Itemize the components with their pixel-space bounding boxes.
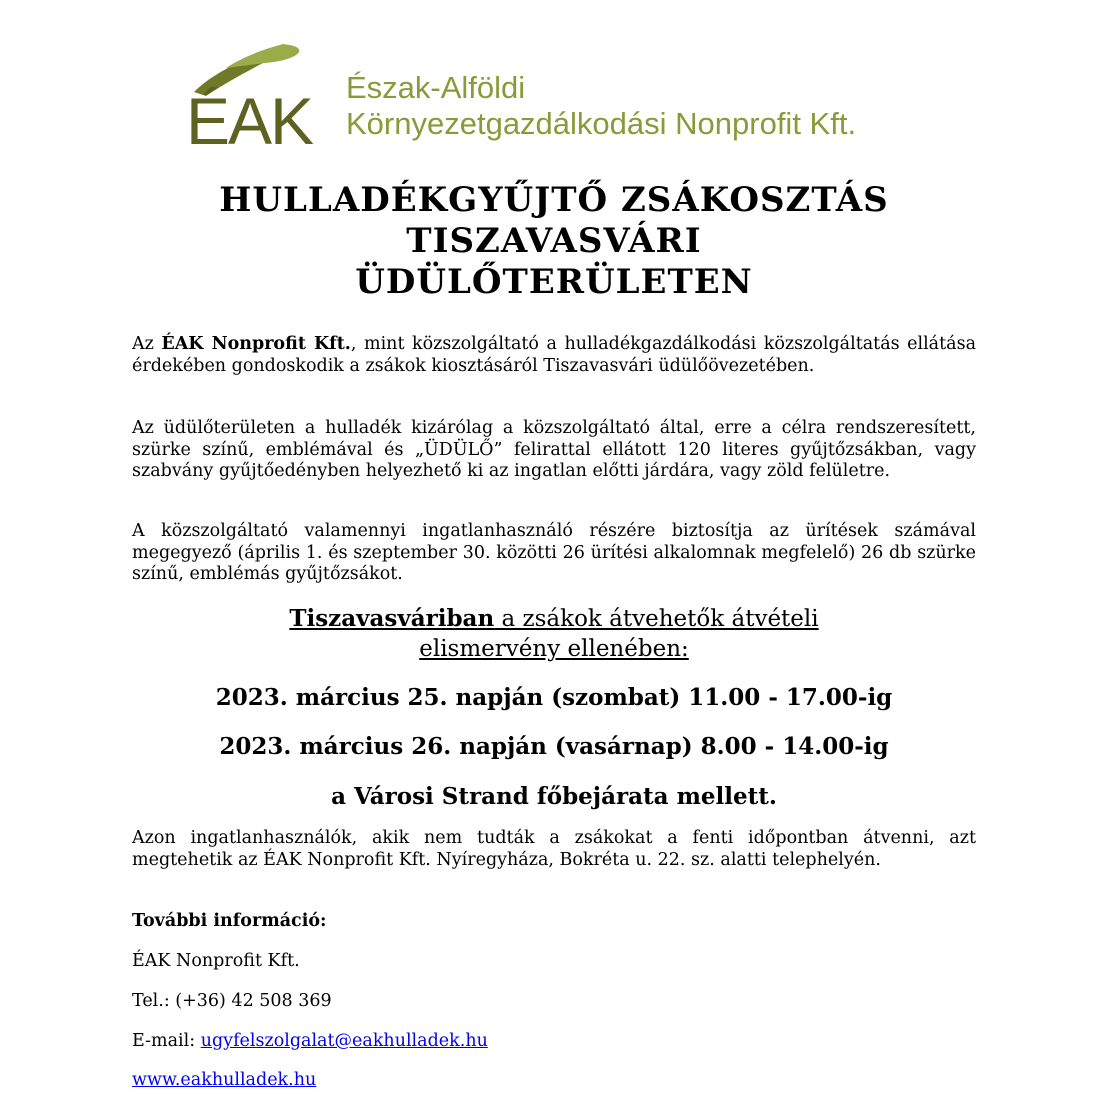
rules-paragraph: Az üdülőterületen a hulladék kizárólag a közszolgáltató által, erre a célra rendszeresített, szürke színű, emblémával és „ÜDÜLŐ” felirattal ellátott 120 literes gyűjtőzsákban, vagy szabvány gyűjtőedényben helyezhető ki az ingatlan előtti járdára, vagy zöld felületre. <box>132 418 976 481</box>
date-day1: 2023. március 25. napján (szombat) 11.00 - 17.00-ig <box>215 684 893 711</box>
logo-company-line1: Észak-Alföldi <box>346 70 526 105</box>
contact-company: ÉAK Nonprofit Kft. <box>132 951 300 971</box>
alternative-pickup-paragraph: Azon ingatlanhasználók, akik nem tudták a zsákokat a fenti időpontban átvenni, azt megtehetik az ÉAK Nonprofit Kft. Nyíregyháza, Bokréta u. 22. sz. alatti telephelyén. <box>132 828 976 870</box>
title-line2: TISZAVASVÁRI <box>406 221 702 261</box>
logo-company-name <box>346 70 856 142</box>
website-link[interactable]: www.eakhulladek.hu <box>132 1070 317 1090</box>
pickup-location: a Városi Strand főbejárata mellett. <box>331 783 777 810</box>
contact-phone: Tel.: (+36) 42 508 369 <box>132 991 332 1011</box>
intro-company-name: ÉAK Nonprofit Kft. <box>161 334 351 354</box>
logo-mark <box>186 40 336 158</box>
page-title <box>100 180 1008 303</box>
contact-label: További információ: <box>132 911 327 931</box>
company-logo <box>186 40 946 158</box>
contact-email-prefix: E-mail: <box>132 1031 201 1051</box>
bags-paragraph: A közszolgáltató valamennyi ingatlanhasználó részére biztosítja az ürítések számával megegyező (április 1. és szeptember 30. közötti 26 ürítési alkalomnak megfelelő) 26 db szürke színű, emblémás gyűjtőzsákot. <box>132 521 976 584</box>
title-line3: ÜDÜLŐTERÜLETEN <box>355 262 753 302</box>
date-day2: 2023. március 26. napján (vasárnap) 8.00 - 14.00-ig <box>219 733 889 760</box>
intro-paragraph <box>132 334 976 377</box>
intro-prefix: Az <box>132 334 162 354</box>
intro-rest: , mint közszolgáltató a hulladékgazdálkodási közszolgáltatás ellátása érdekében gondoskodik a zsákok kiosztásáról Tiszavasvári üdülőövezetében. <box>132 334 976 376</box>
website-line <box>132 1070 316 1090</box>
contact-email-line <box>132 1031 488 1051</box>
logo-letters: ÉAK <box>186 84 313 158</box>
email-link[interactable]: ugyfelszolgalat@eakhulladek.hu <box>200 1031 488 1051</box>
title-line1: HULLADÉKGYŰJTŐ ZSÁKOSZTÁS <box>219 180 889 220</box>
pickup-line2: elismervény ellenében: <box>419 636 689 662</box>
pickup-line1 <box>100 604 1008 634</box>
logo-company-line2: Környezetgazdálkodási Nonprofit Kft. <box>346 106 857 141</box>
pickup-rest: a zsákok átvehetők átvételi <box>494 606 819 632</box>
pickup-heading <box>100 604 1008 664</box>
pickup-place: Tiszavasváriban <box>289 605 495 632</box>
